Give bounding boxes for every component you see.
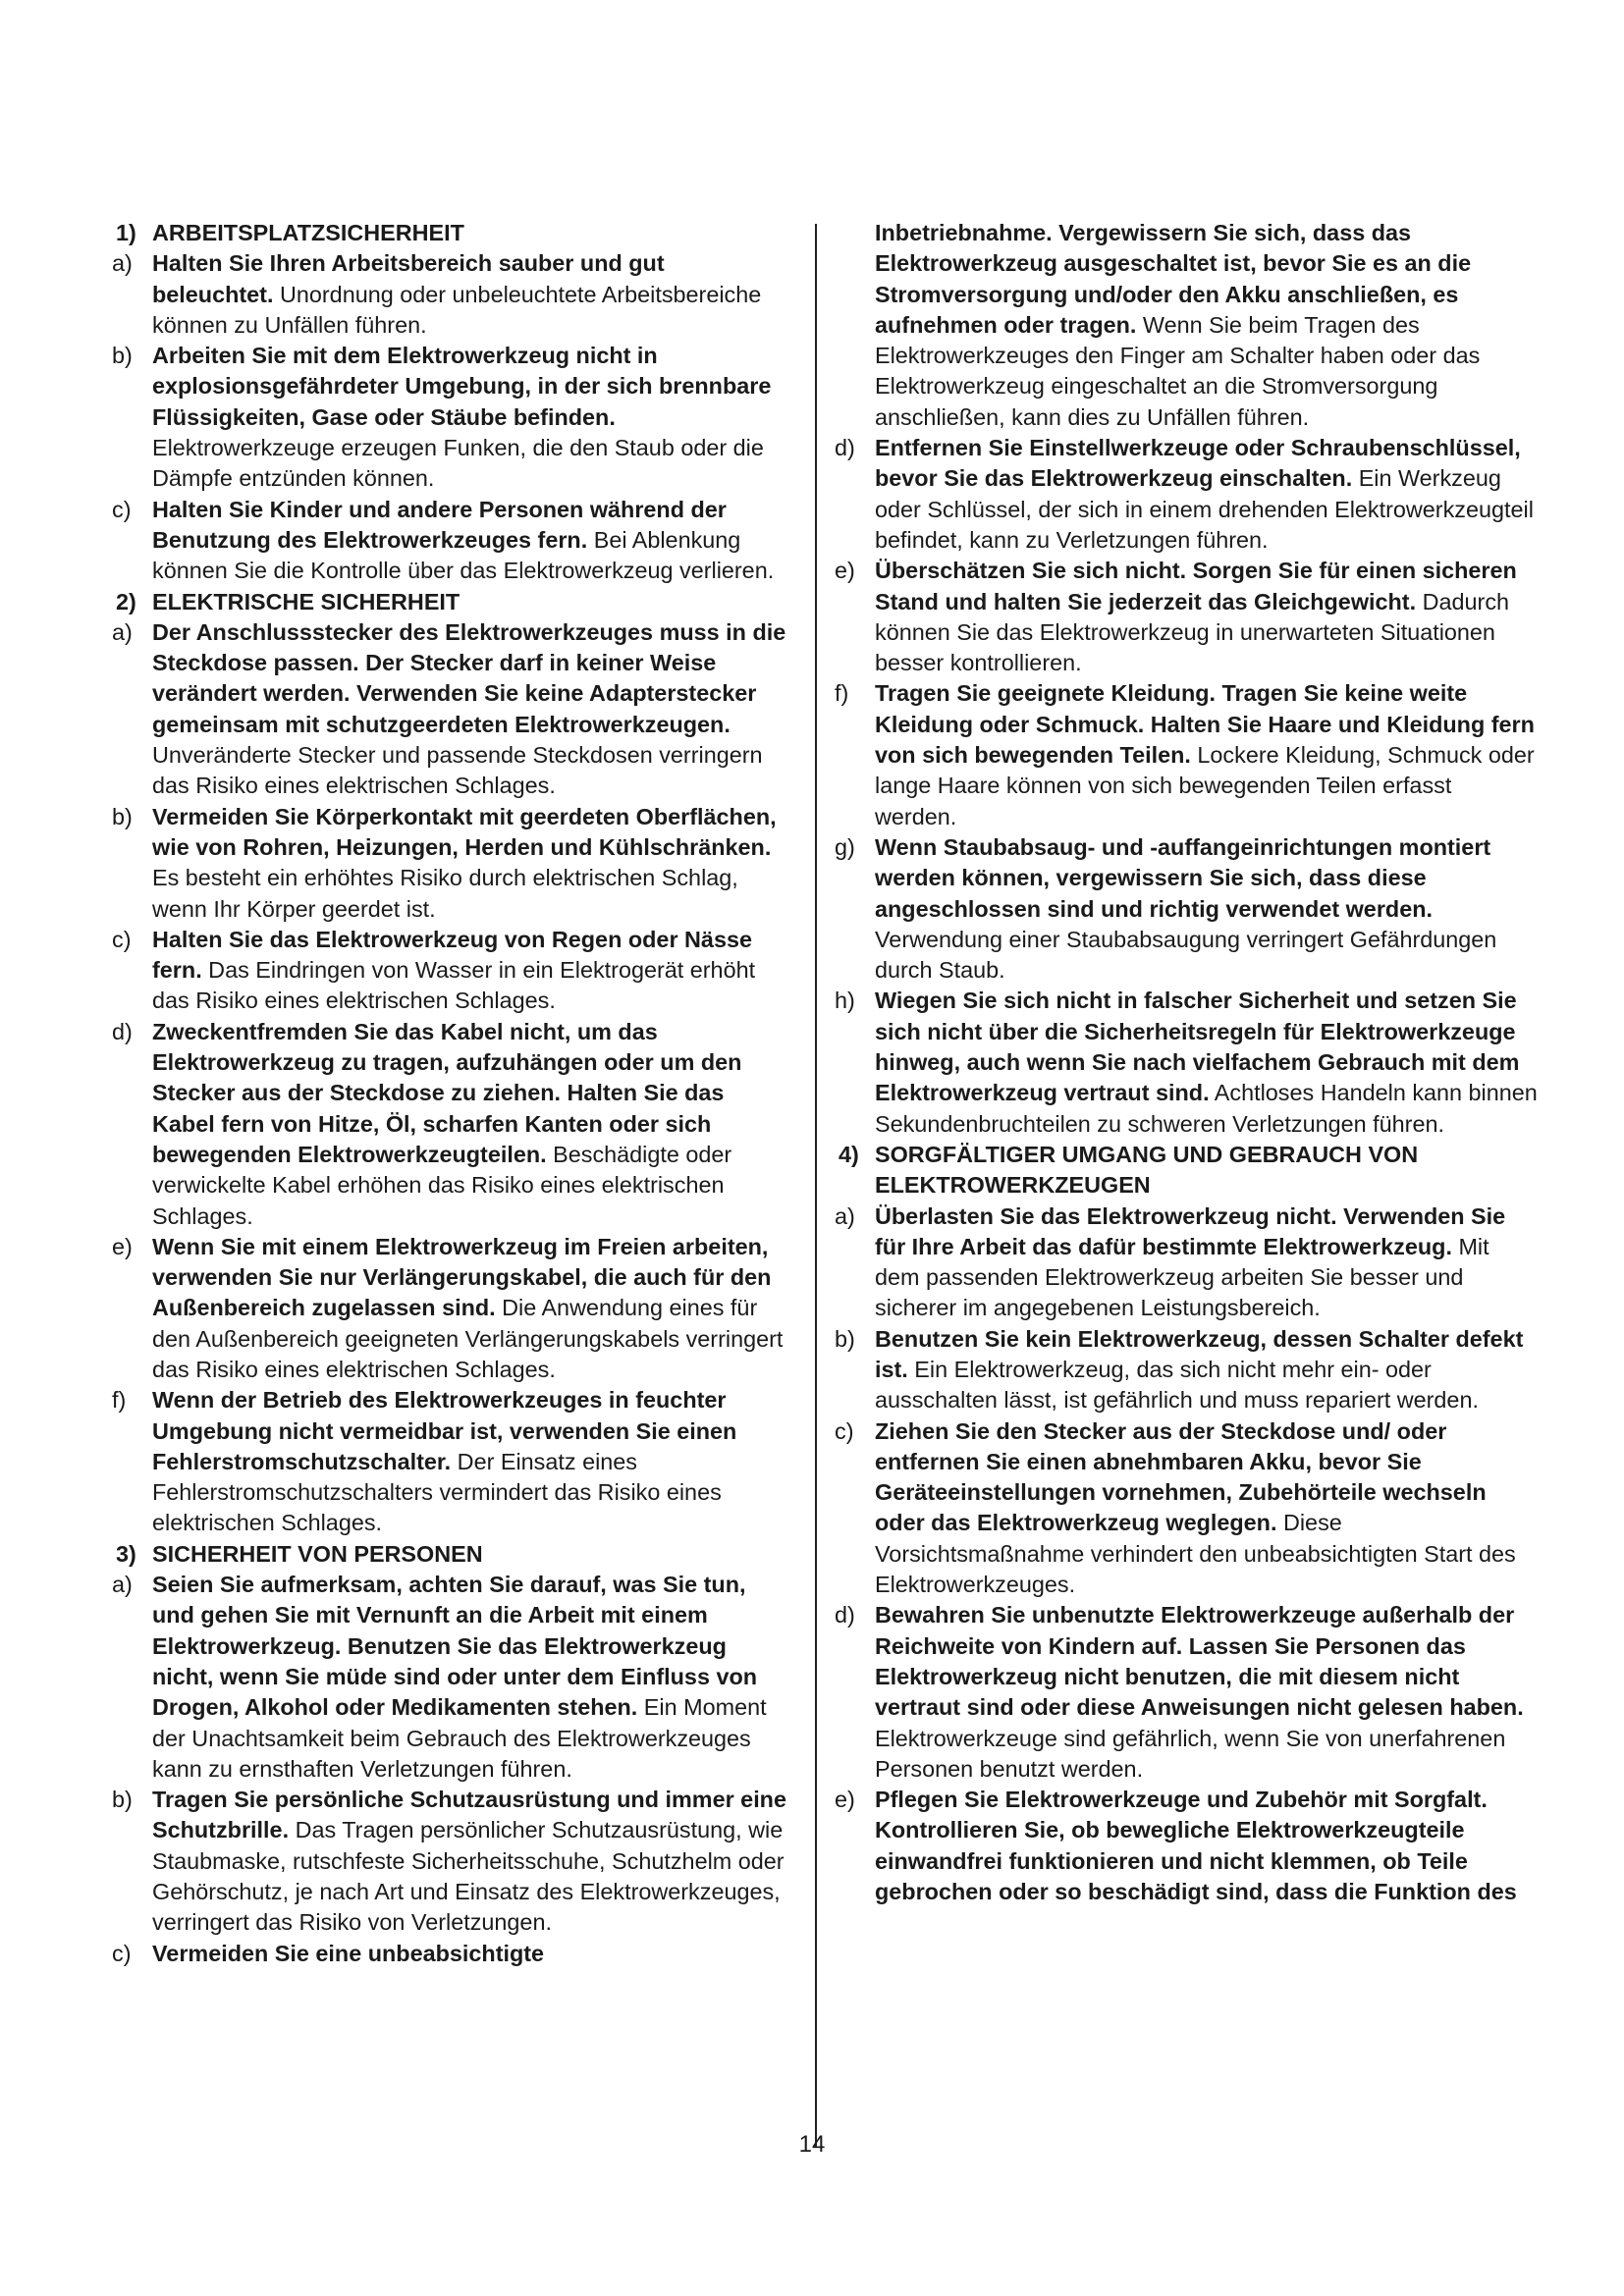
item-1c: c) Halten Sie Kinder und andere Personen während der Benutzung des Elektrowerkzeuges fern. Bei Ablenkung können Sie die Kontrolle über das Elektrowerkzeug verlieren. — [112, 496, 775, 584]
section-3-heading: 3) SICHERHEIT VON PERSONEN — [116, 1540, 483, 1567]
section-4-heading: 4) SORGFÄLTIGER UMGANG UND GEBRAUCH VON ELEKTROWERKZEUGEN — [839, 1141, 1419, 1199]
item-2b: b) Vermeiden Sie Körperkontakt mit geerdeten Oberflächen, wie von Rohren, Heizungen, Herden und Kühlschränken. Es besteht ein erhöhtes Risiko durch elektrischen Schlag, wenn Ihr Körper geerdet ist. — [112, 803, 777, 922]
item-4d: d) Bewahren Sie unbenutzte Elektrowerkzeuge außerhalb der Reichweite von Kindern auf. Lassen Sie Personen das Elektrowerkzeug nicht benutzen, die mit diesem nicht vertraut sind oder diese Anweisungen nicht gelesen haben. Elektrowerkzeuge sind gefährlich, wenn Sie von unerfahrenen Personen benutzt werden. — [835, 1602, 1524, 1782]
item-4b: b) Benutzen Sie kein Elektrowerkzeug, dessen Schalter defekt ist. Ein Elektrowerkzeug, das sich nicht mehr ein- oder ausschalten lässt, ist gefährlich und muss repariert werden. — [835, 1325, 1524, 1414]
item-2f: f) Wenn der Betrieb des Elektrowerkzeuges in feuchter Umgebung nicht vermeidbar ist, verwenden Sie einen Fehlerstromschutzschalter. Der Einsatz eines Fehlerstromschutzschalters vermindert das Risiko eines elektrischen Schlages. — [112, 1387, 737, 1536]
section-2-heading: 2) ELEKTRISCHE SICHERHEIT — [116, 588, 460, 614]
item-2c: c) Halten Sie das Elektrowerkzeug von Regen oder Nässe fern. Das Eindringen von Wasser in ein Elektrogerät erhöht das Risiko eines elektrischen Schlages. — [112, 926, 756, 1014]
item-2e: e) Wenn Sie mit einem Elektrowerkzeug im Freien arbeiten, verwenden Sie nur Verlängerungskabel, die auch für den Außenbereich zugelassen sind. Die Anwendung eines für den Außenbereich geeigneten Verlängerungskabels verringert das Risiko eines elektrischen Schlages. — [112, 1233, 784, 1382]
item-3a: a) Seien Sie aufmerksam, achten Sie darauf, was Sie tun, und gehen Sie mit Vernunft an die Arbeit mit einem Elektrowerkzeug. Benutzen Sie das Elektrowerkzeug nicht, wenn Sie müde sind oder unter dem Einfluss von Drogen, Alkohol oder Medikamenten stehen. Ein Moment der Unachtsamkeit beim Gebrauch des Elektrowerkzeuges kann zu ernsthaften Verletzungen führen. — [112, 1572, 767, 1782]
item-4c: c) Ziehen Sie den Stecker aus der Steckdose und/ oder entfernen Sie einen abnehmbaren Akku, bevor Sie Geräteeinstellungen vornehmen, Zubehörteile wechseln oder das Elektrowerkzeug weglegen. Diese Vorsichtsmaßnahme verhindert den unbeabsichtigten Start des Elektrowerkzeuges. — [835, 1417, 1516, 1598]
item-3h: h) Wiegen Sie sich nicht in falscher Sicherheit und setzen Sie sich nicht über die Sicherheitsregeln für Elektrowerkzeuge hinweg, auch wenn Sie nach vielfachem Gebrauch mit dem Elektrowerkzeug vertraut sind. Achtloses Handeln kann binnen Sekundenbruchteilen zu schweren Verletzungen führen. — [835, 988, 1538, 1137]
section-1-heading: 1) ARBEITSPLATZSICHERHEIT — [116, 220, 464, 245]
item-3e: e) Überschätzen Sie sich nicht. Sorgen Sie für einen sicheren Stand und halten Sie jederzeit das Gleichgewicht. Dadurch können Sie das Elektrowerkzeug in unerwarteten Situationen besser kontrollieren. — [835, 558, 1517, 676]
item-3c-continued: Inbetriebnahme. Vergewissern Sie sich, dass das Elektrowerkzeug ausgeschaltet ist, bevor Sie es an die Stromversorgung und/oder den Akku anschließen, es aufnehmen oder tragen. Wenn Sie beim Tragen des Elektrowerkzeuges den Finger am Schalter haben oder das Elektrowerkzeug eingeschaltet an die Stromversorgung anschließen, kann dies zu Unfällen führen. — [875, 220, 1481, 430]
item-4a: a) Überlasten Sie das Elektrowerkzeug nicht. Verwenden Sie für Ihre Arbeit das dafür bestimmte Elektrowerkzeug. Mit dem passenden Elektrowerkzeug arbeiten Sie besser und sicherer im angegebenen Leistungsbereich. — [835, 1202, 1506, 1321]
item-3g: g) Wenn Staubabsaug- und -auffangeinrichtungen montiert werden können, vergewissern Sie sich, dass diese angeschlossen sind und richtig verwendet werden. Verwendung einer Staubabsaugung verringert Gefährdungen durch Staub. — [835, 833, 1497, 984]
item-3d: d) Entfernen Sie Einstellwerkzeuge oder Schraubenschlüssel, bevor Sie das Elektrowerkzeug einschalten. Ein Werkzeug oder Schlüssel, der sich in einem drehenden Elektrowerkzeugteil befindet, kann zu Verletzungen führen. — [835, 435, 1534, 553]
item-2d: d) Zweckentfremden Sie das Kabel nicht, um das Elektrowerkzeug zu tragen, aufzuhängen oder um den Stecker aus der Steckdose zu ziehen. Halten Sie das Kabel fern von Hitze, Öl, scharfen Kanten oder sich bewegenden Elektrowerkzeugteilen. Beschädigte oder verwickelte Kabel erhöhen das Risiko eines elektrischen Schlages. — [112, 1018, 742, 1229]
item-3c: c) Vermeiden Sie eine unbeabsichtigte — [112, 1940, 545, 1966]
left-column — [112, 218, 789, 1969]
column-divider — [815, 224, 817, 2148]
page-number: 14 — [798, 2131, 826, 2158]
item-1a: a) Halten Sie Ihren Arbeitsbereich sauber und gut beleuchtet. Unordnung oder unbeleuchtete Arbeitsbereiche können zu Unfällen führen. — [112, 250, 762, 338]
item-3f: f) Tragen Sie geeignete Kleidung. Tragen Sie keine weite Kleidung oder Schmuck. Halten Sie Haare und Kleidung fern von sich bewegenden Teilen. Lockere Kleidung, Schmuck oder lange Haare können von sich bewegenden Teilen erfasst werden. — [835, 680, 1535, 829]
item-4e: e) Pflegen Sie Elektrowerkzeuge und Zubehör mit Sorgfalt. Kontrollieren Sie, ob bewegliche Elektrowerkzeugteile einwandfrei funktionieren und nicht klemmen, ob Teile gebrochen oder so beschädigt sind, dass die Funktion des — [835, 1787, 1517, 1905]
right-column — [835, 218, 1538, 1907]
item-1b: b) Arbeiten Sie mit dem Elektrowerkzeug nicht in explosionsgefährdeter Umgebung, in der sich brennbare Flüssigkeiten, Gase oder Stäube befinden. Elektrowerkzeuge erzeugen Funken, die den Staub oder die Dämpfe entzünden können. — [112, 343, 772, 492]
item-2a: a) Der Anschlussstecker des Elektrowerkzeuges muss in die Steckdose passen. Der Stecker darf in keiner Weise verändert werden. Verwenden Sie keine Adapterstecker gemeinsam mit schutzgeerdeten Elektrowerkzeugen. Unveränderte Stecker und passende Steckdosen verringern das Risiko eines elektrischen Schlages. — [112, 618, 786, 799]
item-3b: b) Tragen Sie persönliche Schutzausrüstung und immer eine Schutzbrille. Das Tragen persönlicher Schutzausrüstung, wie Staubmaske, rutschfeste Sicherheitsschuhe, Schutzhelm oder Gehörschutz, je nach Art und Einsatz des Elektrowerkzeuges, verringert das Risiko von Verletzungen. — [112, 1787, 786, 1936]
